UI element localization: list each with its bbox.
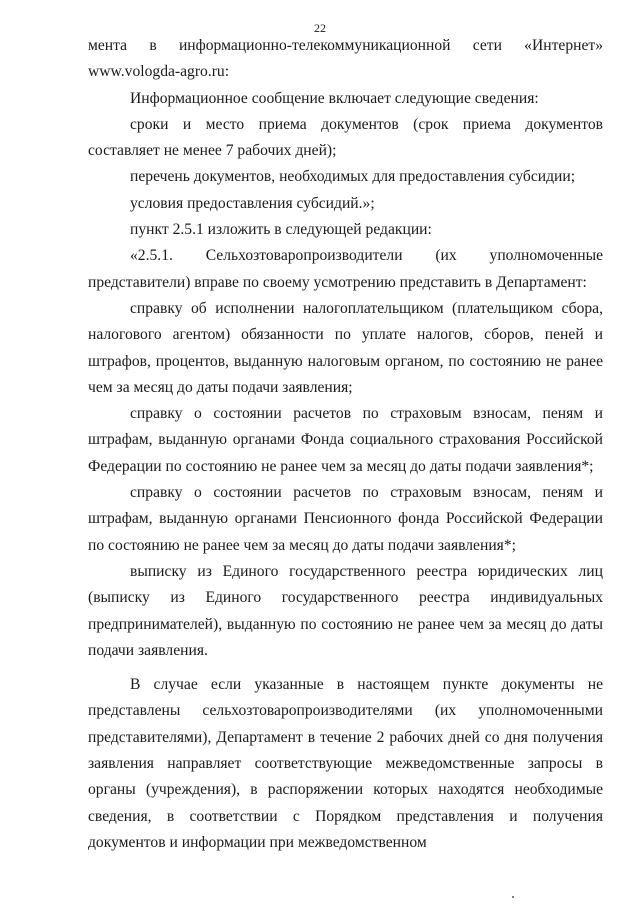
paragraph: В случае если указанные в настоящем пункте документы не представлены сельхозтоваропроизводителями (их уполномоченными представителями), Департамент в течение 2 рабочих дней со дня получения заявления направляет соответствующие межведомственные запросы в органы (учреждения), в распоряжении которых находятся необходимые сведения, в соответствии с Порядком представления и получения документов и информации при межведомственном (88, 676, 603, 851)
document-body (88, 33, 603, 856)
paragraph: справку о состоянии расчетов по страховым взносам, пеням и штрафам, выданную органами Пенсионного фонда Российской Федерации по состоянию не ранее чем за месяц до даты подачи заявления*; (88, 484, 603, 554)
paragraph: условия предоставления субсидий.»; (130, 194, 375, 212)
paragraph: сроки и место приема документов (срок приема документов составляет не менее 7 рабочих дней); (88, 115, 603, 160)
scan-speck (512, 896, 514, 898)
paragraph: выписку из Единого государственного реестра юридических лиц (выписку из Единого государственного реестра индивидуальных предпринимателей), выданную по состоянию не ранее чем за месяц до даты подачи заявления. (88, 562, 603, 659)
paragraph: справку о состоянии расчетов по страховым взносам, пеням и штрафам, выданную органами Фонда социального страхования Российской Федерации по состоянию не ранее чем за месяц до даты подачи заявления*; (88, 405, 603, 475)
paragraph-continuation: мента в информационно-телекоммуникационной сети «Интернет» www.vologda-agro.ru: (88, 37, 603, 81)
paragraph: Информационное сообщение включает следующие сведения: (130, 89, 539, 107)
paragraph: перечень документов, необходимых для предоставления субсидии; (130, 168, 576, 186)
page-number: 22 (314, 21, 326, 35)
paragraph: «2.5.1. Сельхозтоваропроизводители (их уполномоченные представители) вправе по своему усмотрению представить в Департамент: (88, 247, 603, 291)
paragraph: справку об исполнении налогоплательщиком (плательщиком сбора, налогового агентом) обязанности по уплате налогов, сборов, пеней и штрафов, процентов, выданную налоговым органом, по состоянию не ранее чем за месяц до даты подачи заявления; (88, 299, 603, 396)
paragraph: пункт 2.5.1 изложить в следующей редакции: (130, 221, 432, 239)
